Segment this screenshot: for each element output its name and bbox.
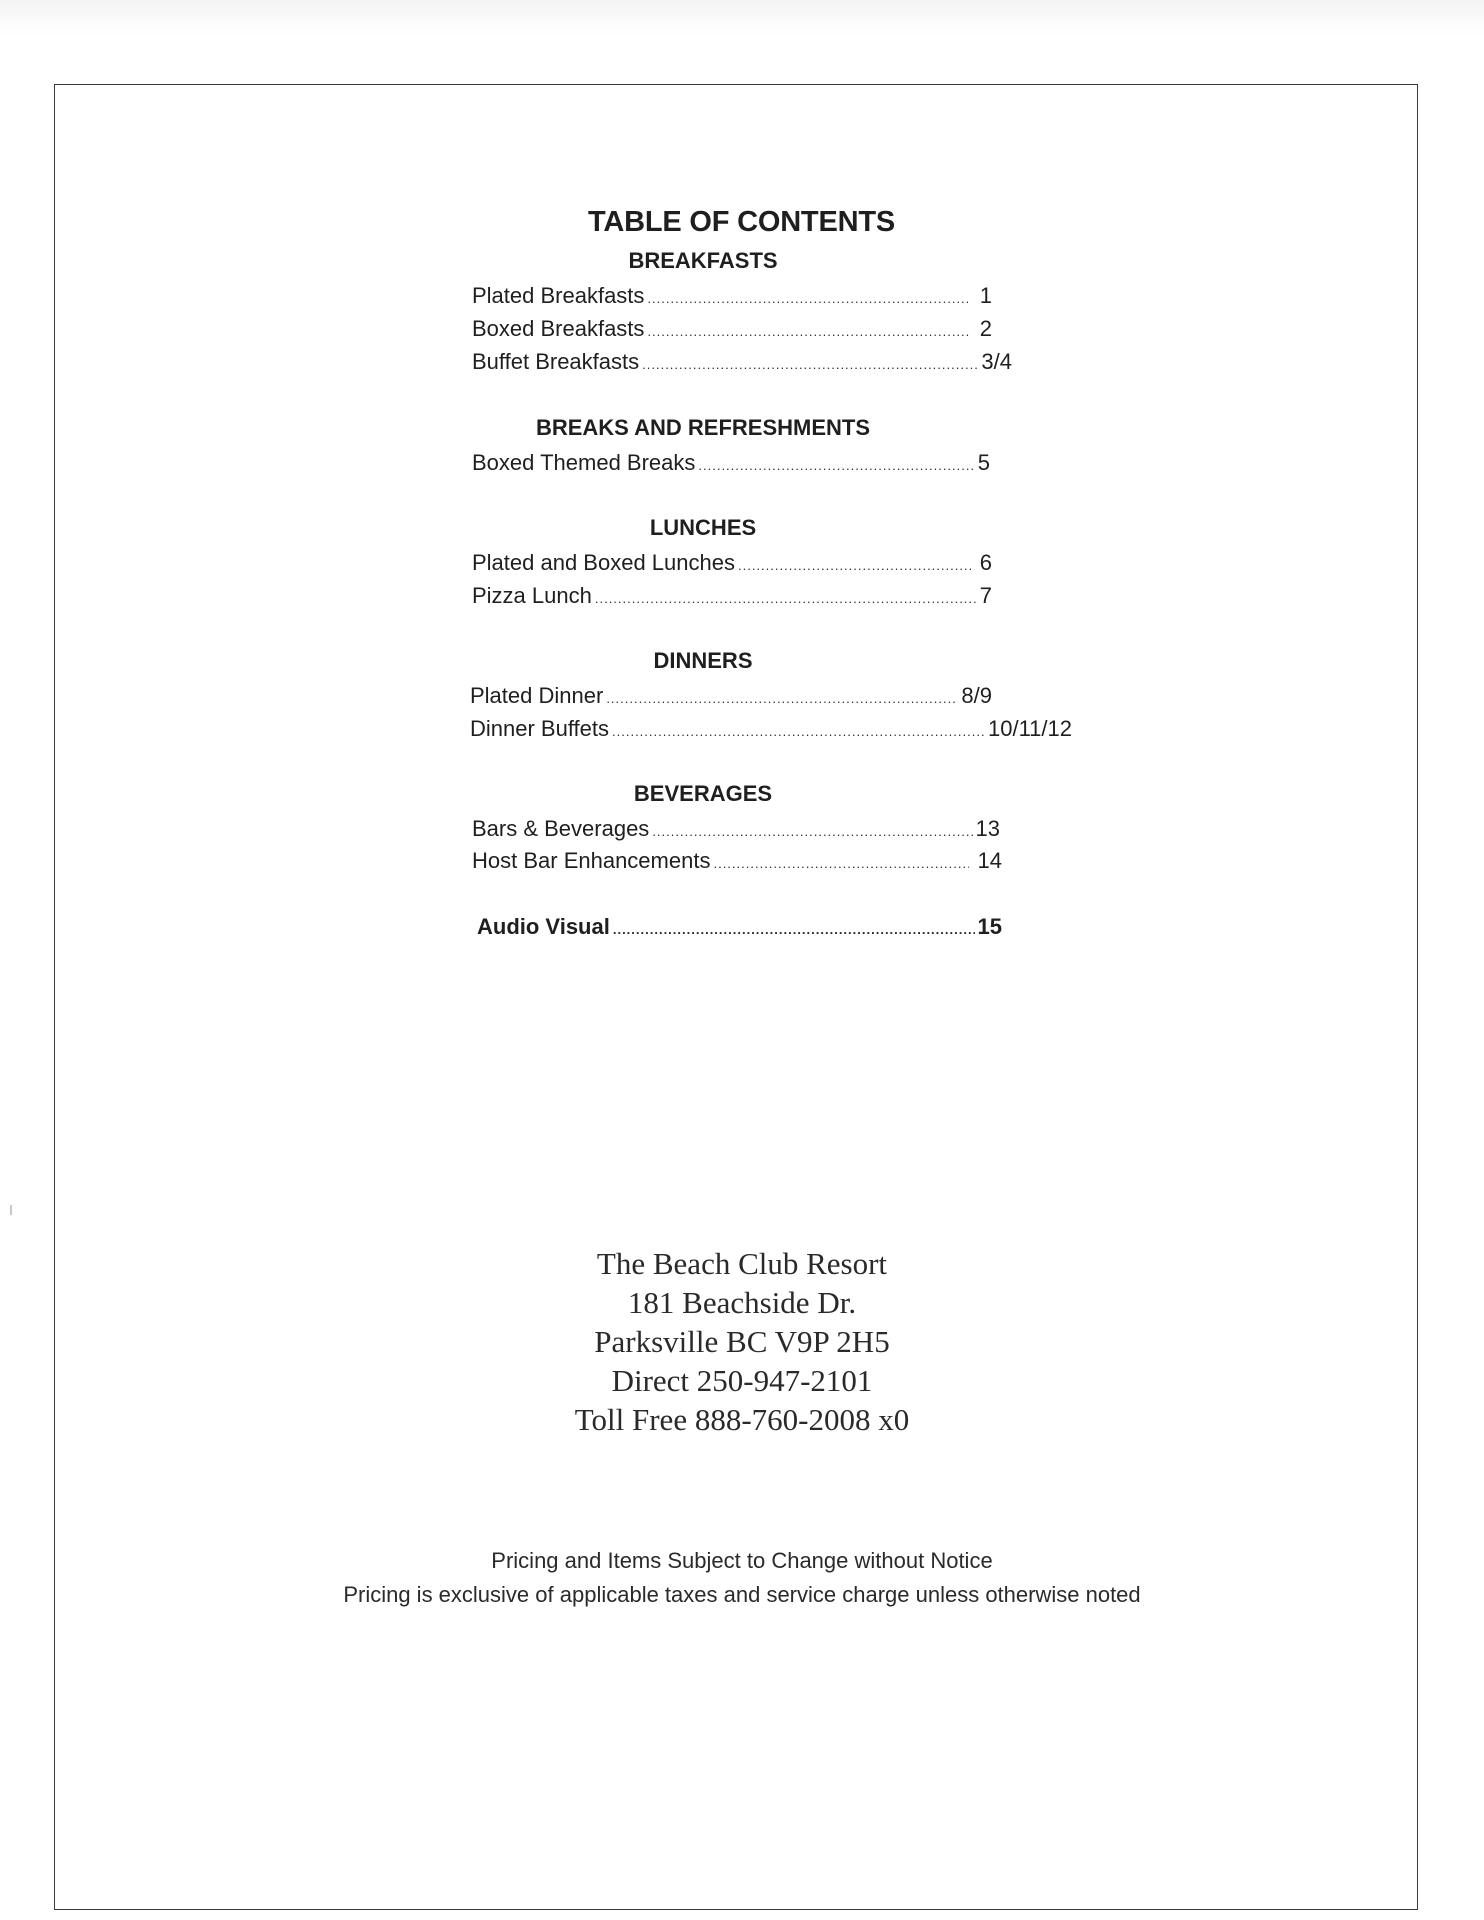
dot-leader xyxy=(647,317,970,347)
section-heading-beverages: BEVERAGES xyxy=(633,781,773,806)
entry-page: 1 xyxy=(979,283,992,308)
entry-label: Audio Visual xyxy=(477,914,610,939)
dot-leader xyxy=(612,717,985,747)
dot-leader xyxy=(606,684,958,714)
entry-label: Pizza Lunch xyxy=(472,583,592,608)
dot-leader xyxy=(652,817,972,847)
dot-leader xyxy=(613,915,975,945)
entry-label: Host Bar Enhancements xyxy=(472,848,711,873)
entry-page: 5 xyxy=(977,450,990,475)
dot-leader xyxy=(713,849,968,879)
dot-leader xyxy=(642,350,978,380)
dot-leader xyxy=(647,284,970,314)
toc-entry-audio-visual[interactable] xyxy=(477,912,1002,942)
toc-entry-boxed-themed-breaks[interactable] xyxy=(472,448,990,478)
entry-label: Buffet Breakfasts xyxy=(472,349,640,374)
toc-title: TABLE OF CONTENTS xyxy=(588,206,895,238)
toc-entry-pizza-lunch[interactable] xyxy=(472,581,992,611)
section-heading-breaks: BREAKS AND REFRESHMENTS xyxy=(535,415,871,440)
resort-name: The Beach Club Resort xyxy=(596,1246,888,1281)
section-heading-dinners: DINNERS xyxy=(653,648,753,673)
entry-page: 6 xyxy=(979,550,992,575)
entry-label: Plated Breakfasts xyxy=(472,283,645,308)
entry-label: Plated and Boxed Lunches xyxy=(472,550,735,575)
street-address: 181 Beachside Dr. xyxy=(627,1285,857,1320)
resort-address xyxy=(442,1244,1042,1439)
entry-label: Dinner Buffets xyxy=(470,716,610,741)
direct-phone: Direct 250-947-2101 xyxy=(611,1363,873,1398)
toc-entry-bars-beverages[interactable] xyxy=(472,814,1000,844)
entry-label: Plated Dinner xyxy=(470,683,604,708)
section-heading-breakfasts: BREAKFASTS xyxy=(628,248,778,273)
entry-label: Boxed Themed Breaks xyxy=(472,450,696,475)
toll-free-phone: Toll Free 888-760-2008 x0 xyxy=(574,1402,910,1437)
toc-entry-boxed-breakfasts[interactable] xyxy=(472,314,992,344)
dot-leader xyxy=(698,451,974,481)
entry-page: 13 xyxy=(975,816,1000,841)
entry-page: 2 xyxy=(979,316,992,341)
entry-page: 3/4 xyxy=(981,349,1012,374)
toc-entry-plated-breakfasts[interactable] xyxy=(472,281,992,311)
pricing-notes xyxy=(200,1544,1284,1612)
scan-mark xyxy=(10,1205,12,1215)
entry-label: Boxed Breakfasts xyxy=(472,316,645,341)
dot-leader xyxy=(595,584,977,614)
entry-label: Bars & Beverages xyxy=(472,816,650,841)
pricing-note-taxes: Pricing is exclusive of applicable taxes and service charge unless otherwise noted xyxy=(343,1582,1141,1607)
toc-entry-host-bar-enhancements[interactable] xyxy=(472,846,1002,876)
entry-page: 14 xyxy=(977,848,1002,873)
toc-entry-buffet-breakfasts[interactable] xyxy=(472,347,1012,377)
section-heading-lunches: LUNCHES xyxy=(649,515,757,540)
pricing-note-change: Pricing and Items Subject to Change without Notice xyxy=(491,1548,993,1573)
entry-page: 15 xyxy=(977,914,1002,939)
city-postal: Parksville BC V9P 2H5 xyxy=(594,1324,890,1359)
entry-page: 10/11/12 xyxy=(987,716,1072,741)
dot-leader xyxy=(738,551,971,581)
entry-page: 7 xyxy=(979,583,992,608)
scan-top-edge xyxy=(0,0,1484,36)
toc-entry-plated-boxed-lunches[interactable] xyxy=(472,548,992,578)
entry-page: 8/9 xyxy=(961,683,992,708)
toc-entry-plated-dinner[interactable] xyxy=(470,681,992,711)
toc-entry-dinner-buffets[interactable] xyxy=(470,714,1072,744)
